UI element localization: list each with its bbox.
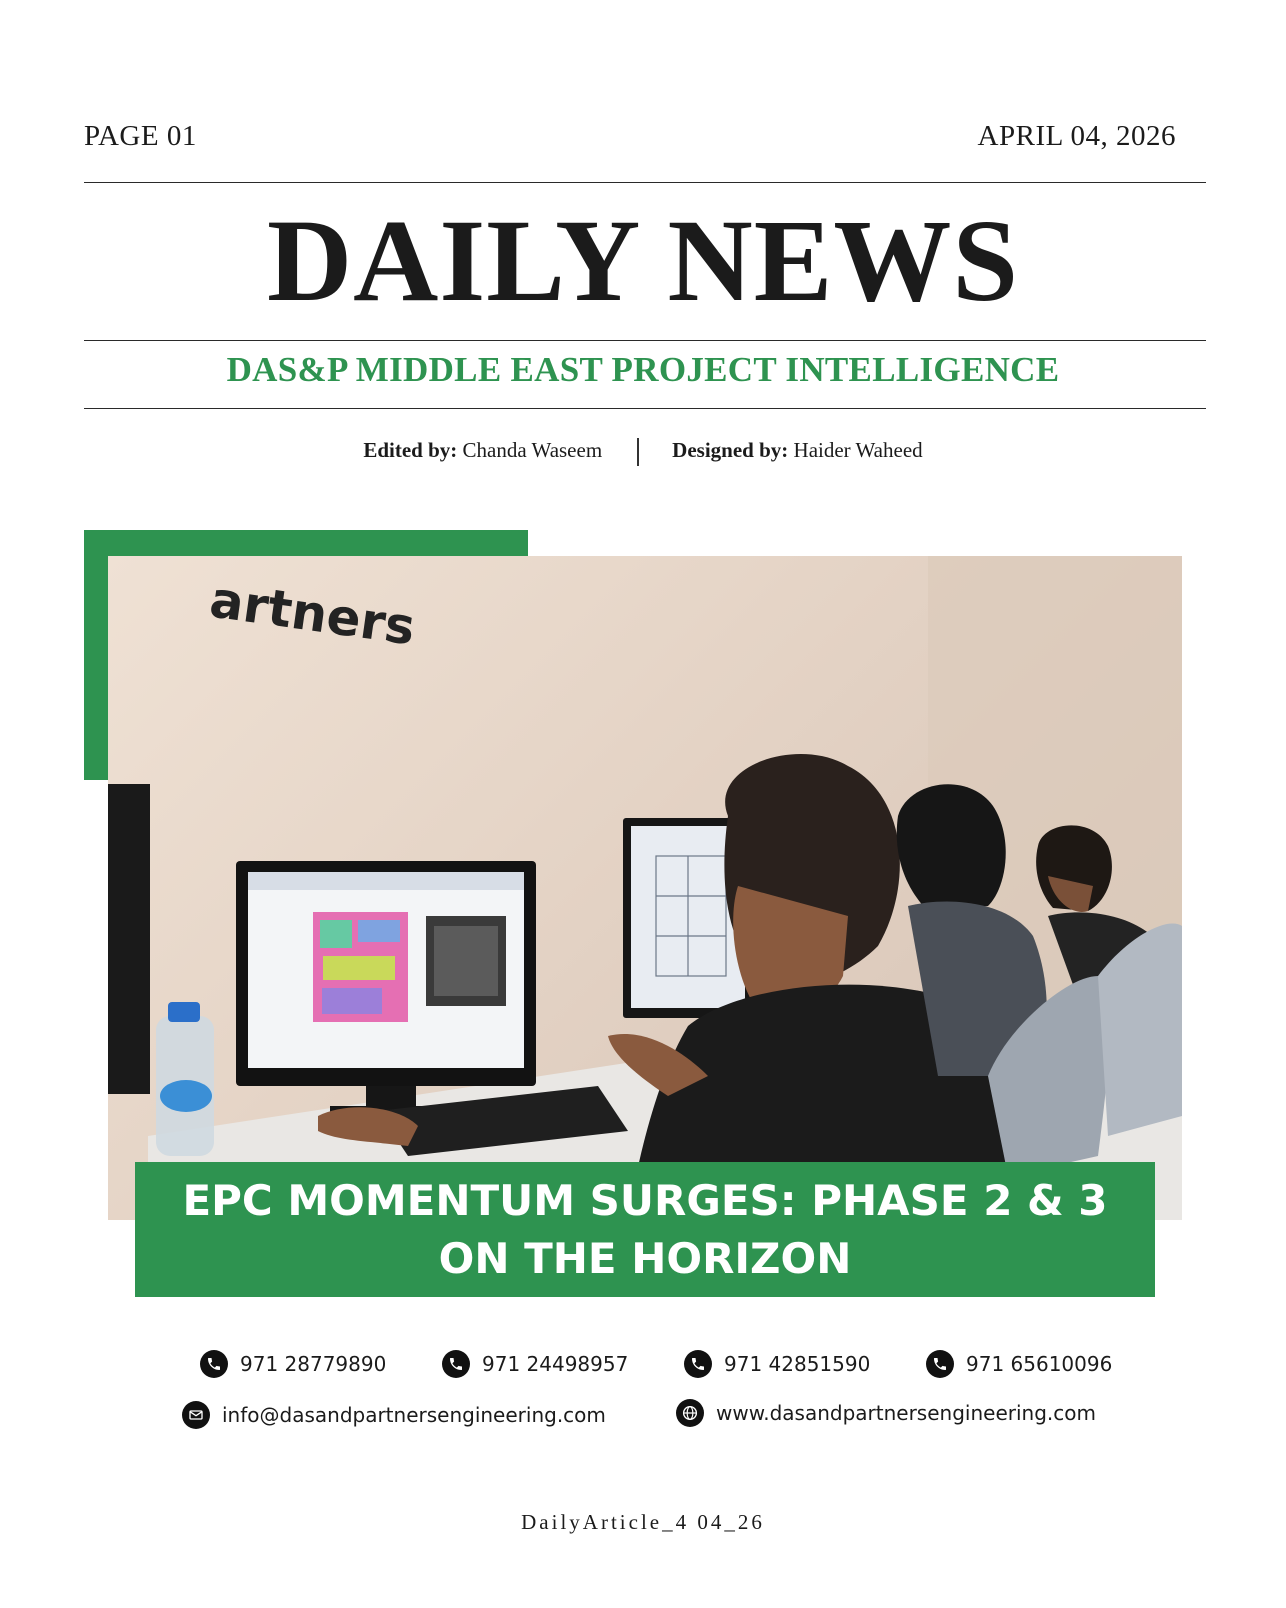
phone-icon	[442, 1350, 470, 1378]
designed-by-label: Designed by:	[672, 438, 789, 462]
top-rule	[84, 182, 1206, 183]
headline-banner	[135, 1162, 1155, 1297]
email-address[interactable]: info@dasandpartnersengineering.com	[222, 1403, 606, 1427]
phone-contact-1[interactable]	[200, 1350, 386, 1378]
masthead-rule	[84, 340, 1206, 341]
phone-icon	[684, 1350, 712, 1378]
headline-text	[145, 1172, 1145, 1288]
masthead-title: DAILY NEWS	[266, 195, 1020, 326]
footer-article-code: DailyArticle_4 04_26	[521, 1510, 765, 1534]
wall-sign-text: artners	[206, 570, 419, 657]
website-url[interactable]: www.dasandpartnersengineering.com	[716, 1401, 1096, 1425]
office-photo	[108, 556, 1182, 1220]
editor-name: Chanda Waseem	[462, 438, 603, 462]
edited-by-label: Edited by:	[363, 438, 458, 462]
headline-line-2: ON THE HORIZON	[438, 1233, 852, 1283]
phone-contact-2[interactable]	[442, 1350, 628, 1378]
credits-line	[0, 438, 1286, 466]
phone-number-1: 971 28779890	[240, 1352, 387, 1376]
mail-icon	[182, 1401, 210, 1429]
page-number: PAGE 01	[84, 120, 197, 152]
website-contact[interactable]	[676, 1399, 1096, 1427]
email-contact[interactable]	[182, 1401, 606, 1429]
phone-number-2: 971 24498957	[482, 1352, 629, 1376]
headline-line-1: EPC MOMENTUM SURGES: PHASE 2 & 3	[182, 1175, 1108, 1225]
designer-name: Haider Waheed	[793, 438, 923, 462]
phone-icon	[200, 1350, 228, 1378]
office-photo-illustration	[108, 556, 1182, 1220]
phone-contact-3[interactable]	[684, 1350, 870, 1378]
phone-contact-4[interactable]	[926, 1350, 1112, 1378]
phone-number-3: 971 42851590	[724, 1352, 871, 1376]
masthead-subtitle: DAS&P MIDDLE EAST PROJECT INTELLIGENCE	[226, 350, 1060, 389]
globe-icon	[676, 1399, 704, 1427]
phone-number-4: 971 65610096	[966, 1352, 1113, 1376]
subtitle-rule	[84, 408, 1206, 409]
credits-separator	[637, 438, 639, 466]
issue-date: APRIL 04, 2026	[977, 120, 1176, 152]
phone-icon	[926, 1350, 954, 1378]
